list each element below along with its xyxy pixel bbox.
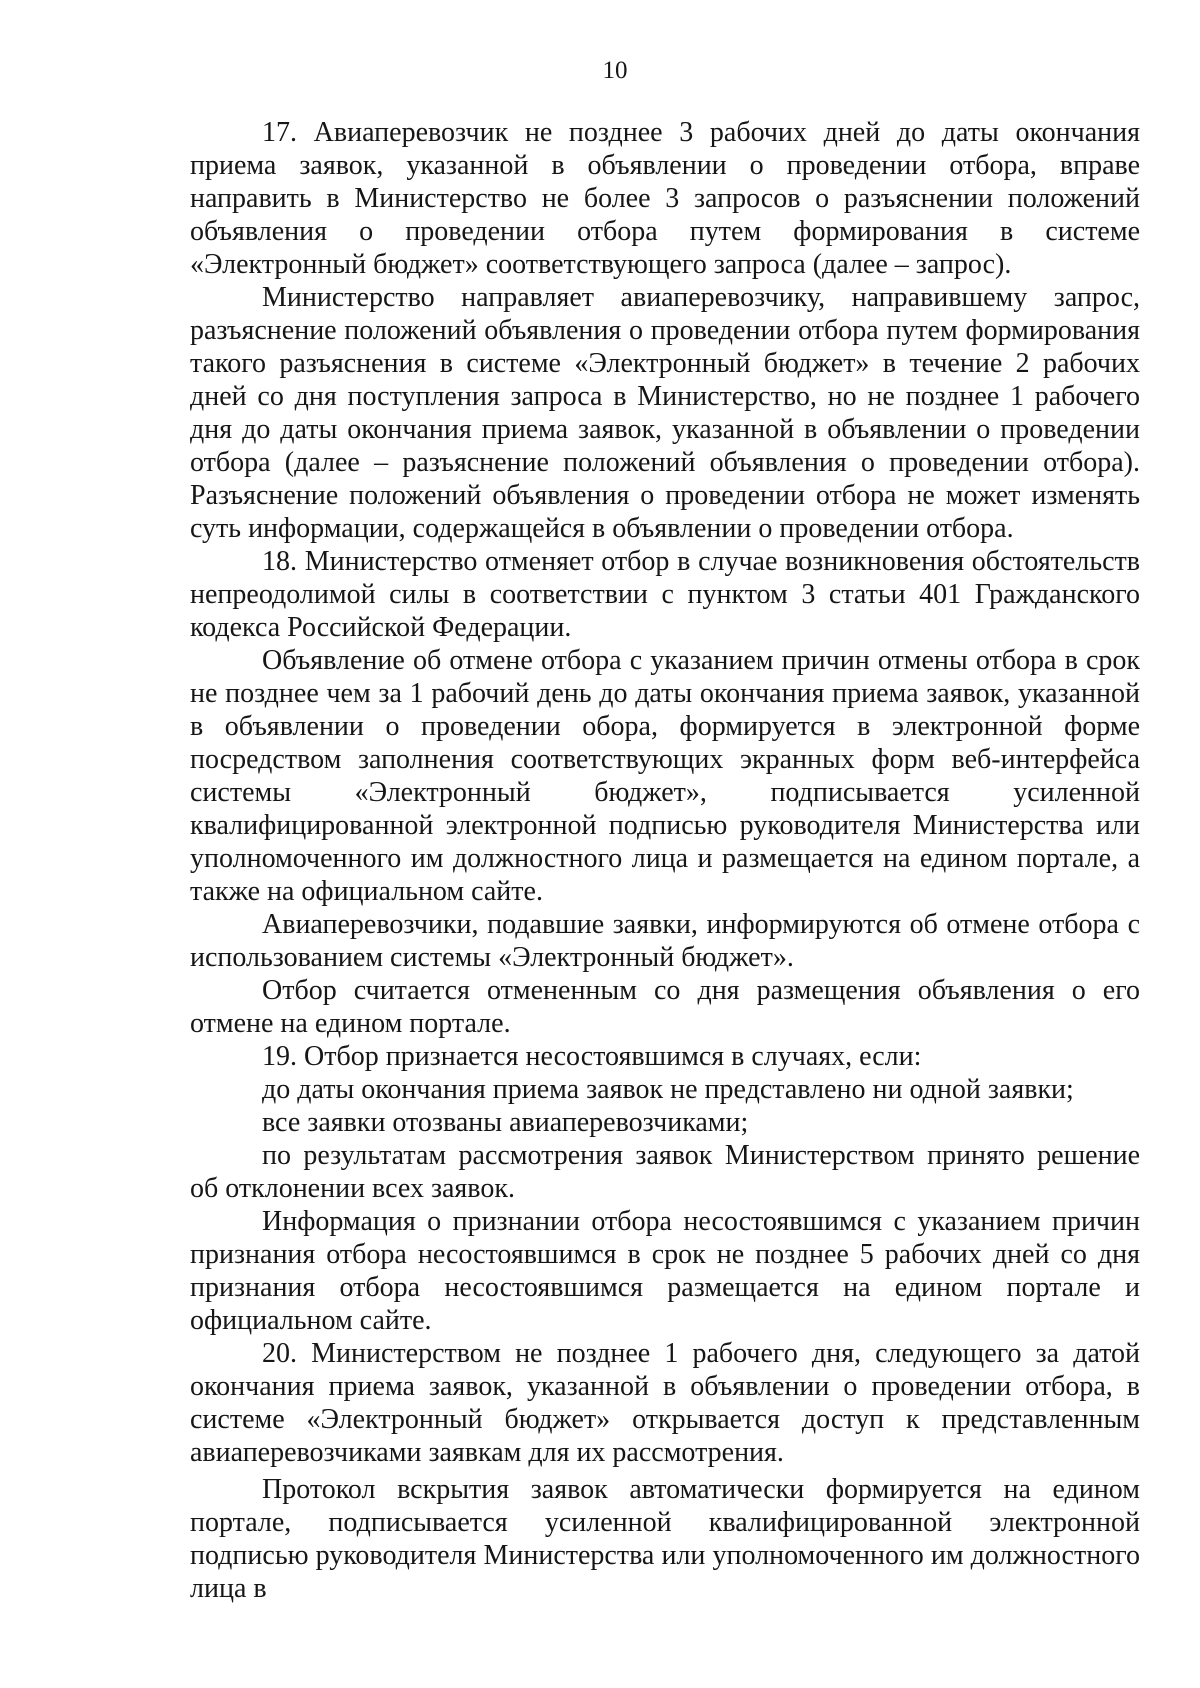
document-body — [190, 116, 1140, 1605]
list-item-all-withdrawn: все заявки отозваны авиаперевозчиками; — [262, 1107, 749, 1138]
paragraph-failed-selection-info: Информация о признании отбора несостоявшимся с указанием причин признания отбора несостоявшимся в срок не позднее 5 рабочих дней со дня признания отбора несостоявшимся размещается на едином портале и официальном сайте. — [190, 1206, 1140, 1336]
paragraph-18: 18. Министерство отменяет отбор в случае возникновения обстоятельств непреодолимой силы в соответствии с пунктом 3 статьи 401 Гражданского кодекса Российской Федерации. — [190, 546, 1140, 643]
paragraph-cancellation-effective: Отбор считается отмененным со дня размещения объявления о его отмене на едином портале. — [190, 975, 1140, 1039]
paragraph-carriers-informed: Авиаперевозчики, подавшие заявки, информируются об отмене отбора с использованием системы «Электронный бюджет». — [190, 909, 1140, 973]
paragraph-cancellation-notice: Объявление об отмене отбора с указанием причин отмены отбора в срок не позднее чем за 1 рабочий день до даты окончания приема заявок, указанной в объявлении о проведении обора, формируется в электронной форме посредством заполнения соответствующих экранных форм веб-интерфейса системы «Электронный бюджет», подписывается усиленной квалифицированной электронной подписью руководителя Министерства или уполномоченного им должностного лица и размещается на едином портале, а также на официальном сайте. — [190, 645, 1140, 907]
paragraph-19: 19. Отбор признается несостоявшимся в случаях, если: — [262, 1041, 922, 1072]
paragraph-opening-protocol: Протокол вскрытия заявок автоматически формируется на едином портале, подписывается усиленной квалифицированной электронной подписью руководителя Министерства или уполномоченного им должностного лица в — [190, 1474, 1140, 1604]
page-number: 10 — [602, 57, 628, 84]
paragraph-20: 20. Министерством не позднее 1 рабочего дня, следующего за датой окончания приема заявок, указанной в объявлении о проведении отбора, в системе «Электронный бюджет» открывается доступ к представленным авиаперевозчиками заявкам для их рассмотрения. — [190, 1338, 1140, 1468]
list-item-no-applications: до даты окончания приема заявок не представлено ни одной заявки; — [262, 1074, 1074, 1105]
paragraph-ministry-clarification: Министерство направляет авиаперевозчику, направившему запрос, разъяснение положений объявления о проведении отбора путем формирования такого разъяснения в системе «Электронный бюджет» в течение 2 рабочих дней со дня поступления запроса в Министерство, но не позднее 1 рабочего дня до даты окончания приема заявок, указанной в объявлении о проведении отбора (далее – разъяснение положений объявления о проведении отбора). Разъяснение положений объявления о проведении отбора не может изменять суть информации, содержащейся в объявлении о проведении отбора. — [190, 282, 1140, 544]
list-item-all-rejected: по результатам рассмотрения заявок Министерством принято решение об отклонении всех заявок. — [190, 1140, 1140, 1204]
paragraph-17: 17. Авиаперевозчик не позднее 3 рабочих дней до даты окончания приема заявок, указанной в объявлении о проведении отбора, вправе направить в Министерство не более 3 запросов о разъяснении положений объявления о проведении отбора путем формирования в системе «Электронный бюджет» соответствующего запроса (далее – запрос). — [190, 117, 1140, 280]
